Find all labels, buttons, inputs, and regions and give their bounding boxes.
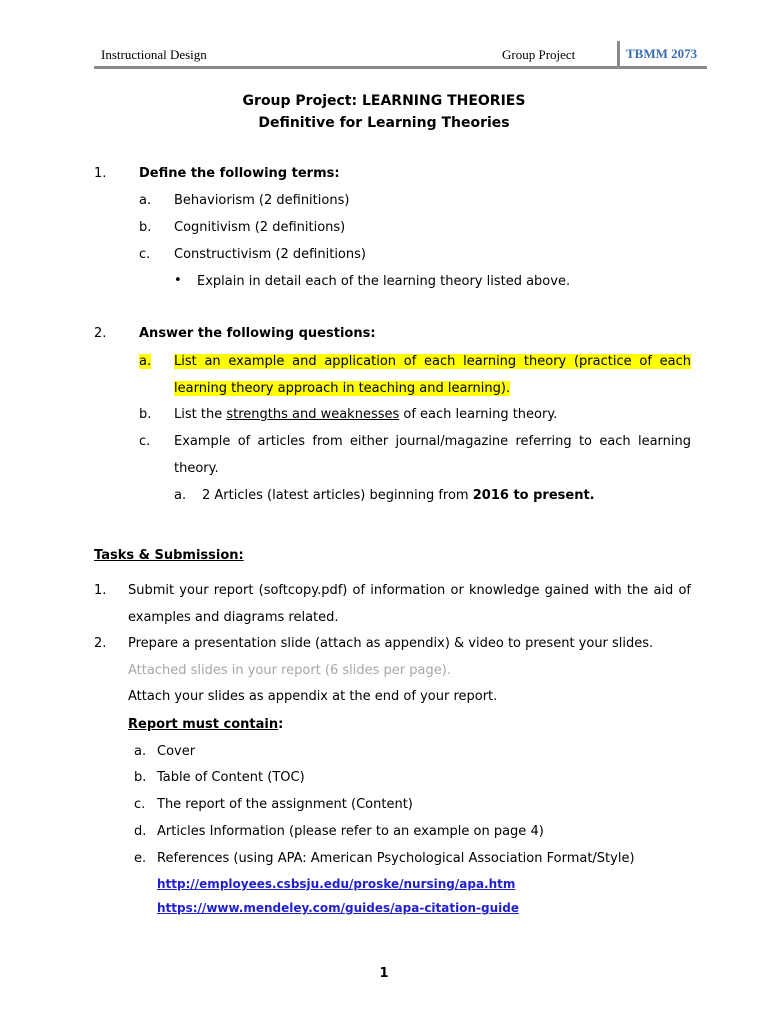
q1-item-letter: c. <box>139 247 151 262</box>
apa-link-csbsju[interactable]: http://employees.csbsju.edu/proske/nursing/apa.htm <box>157 877 516 891</box>
q2-c-sub-text <box>202 488 595 503</box>
content-item-letter: d. <box>134 824 147 839</box>
report-heading-text: Report must contain <box>128 717 279 732</box>
content-item-letter: b. <box>134 770 147 785</box>
q2-a-text <box>174 348 691 402</box>
q2-a-letter <box>139 354 151 369</box>
task-1-number: 1. <box>94 583 107 598</box>
q1-item-letter: b. <box>139 220 152 235</box>
page-number: 1 <box>379 966 389 981</box>
task-2-text: Prepare a presentation slide (attach as appendix) & video to present your slides. <box>128 636 654 651</box>
page-title: Group Project: LEARNING THEORIES <box>242 93 526 109</box>
q1-item-text: Constructivism (2 definitions) <box>174 247 366 262</box>
q2-number: 2. <box>94 326 107 341</box>
apa-link-mendeley[interactable]: https://www.mendeley.com/guides/apa-citation-guide <box>157 901 519 915</box>
content-item-text: Articles Information (please refer to an example on page 4) <box>157 824 544 839</box>
q1-heading: Define the following terms: <box>139 166 340 181</box>
q2-b-letter: b. <box>139 407 152 422</box>
report-heading-colon: : <box>278 717 284 732</box>
content-item-text: The report of the assignment (Content) <box>157 797 413 812</box>
q1-item-text: Behaviorism (2 definitions) <box>174 193 350 208</box>
task-2-number: 2. <box>94 636 107 651</box>
q1-bullet-text: Explain in detail each of the learning theory listed above. <box>197 274 571 289</box>
header-rule <box>94 66 707 69</box>
q2-b-text <box>174 407 557 422</box>
q2-c-sub-bold: 2016 to present. <box>472 488 595 503</box>
q2-c-sub-pre: 2 Articles (latest articles) beginning from <box>202 488 473 503</box>
q2-heading: Answer the following questions: <box>139 326 376 341</box>
header-divider <box>617 41 620 69</box>
gray-note: Attached slides in your report (6 slides per page). <box>128 663 451 678</box>
report-contents-heading <box>128 717 283 732</box>
q2-b-underlined: strengths and weaknesses <box>226 407 400 422</box>
q2-c-letter: c. <box>139 434 151 449</box>
q2-b-post: of each learning theory. <box>399 407 558 422</box>
q2-a-highlight: List an example and application of each learning theory (practice of each learning theory approach in teaching and learning). <box>174 354 691 396</box>
q1-number: 1. <box>94 166 107 181</box>
content-item-text: Table of Content (TOC) <box>157 770 305 785</box>
header-course-code: TBMM 2073 <box>626 46 698 61</box>
q1-item-letter: a. <box>139 193 152 208</box>
content-item-letter: e. <box>134 851 147 866</box>
header-doc-type: Group Project <box>502 47 576 62</box>
q2-c-text: Example of articles from either journal/magazine referring to each learning theory. <box>174 434 691 476</box>
q1-item-text: Cognitivism (2 definitions) <box>174 220 346 235</box>
content-item-letter: a. <box>134 744 147 759</box>
bullet-icon: • <box>174 273 182 288</box>
q2-a-letter-text: a. <box>139 354 152 369</box>
q2-c-sub-letter: a. <box>174 488 187 503</box>
header-course-name: Instructional Design <box>101 47 207 62</box>
q2-b-pre: List the <box>174 407 227 422</box>
tasks-heading: Tasks & Submission: <box>94 548 244 563</box>
attach-note: Attach your slides as appendix at the end of your report. <box>128 689 498 704</box>
task-1-text: Submit your report (softcopy.pdf) of information or knowledge gained with the aid of examples and diagrams related. <box>128 583 691 625</box>
page-subtitle: Definitive for Learning Theories <box>258 115 510 131</box>
content-item-text: References (using APA: American Psychological Association Format/Style) <box>157 851 635 866</box>
content-item-letter: c. <box>134 797 146 812</box>
content-item-text: Cover <box>157 744 196 759</box>
